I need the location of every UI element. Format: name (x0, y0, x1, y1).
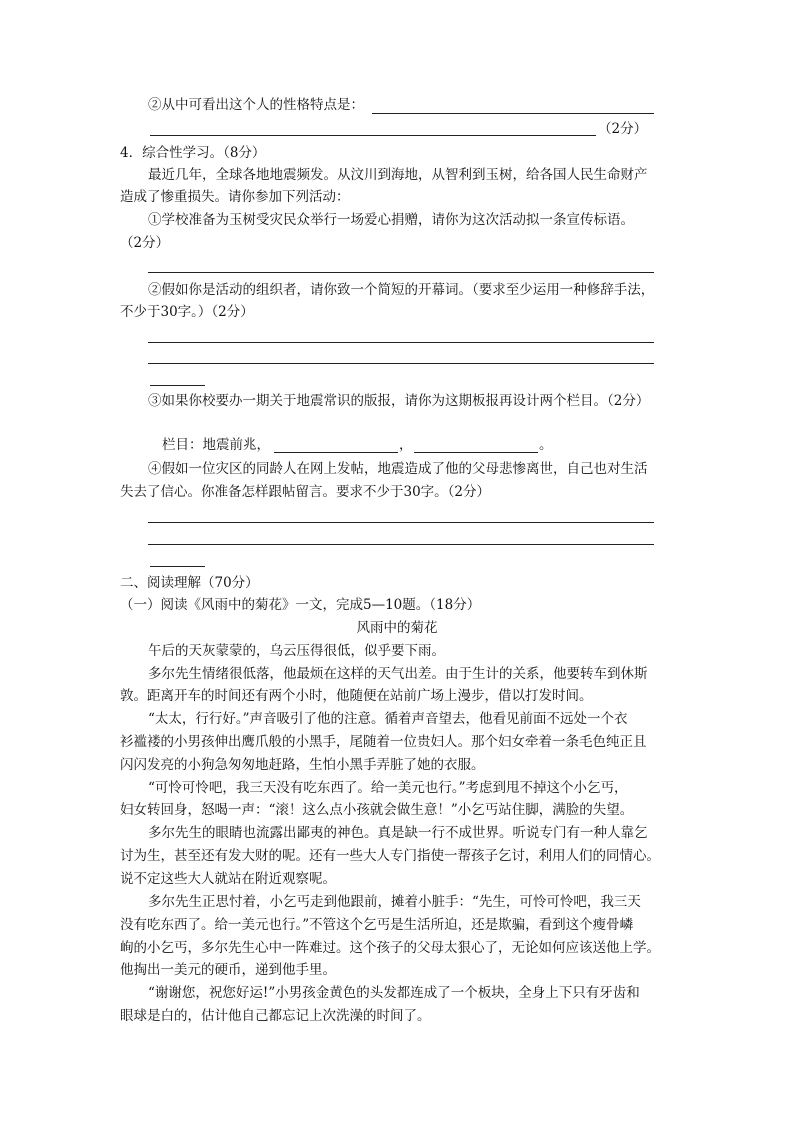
article-paragraph-line: 午后的天灰蒙蒙的，乌云压得很低，似乎要下雨。 (148, 643, 445, 659)
article-paragraph-line: 没有吃东西了。给一美元也行。”不管这个乞丐是生活所迫，还是欺骗，看到这个瘦骨嶙 (120, 917, 634, 933)
q4-item2-line-2: 不少于30字。）（2分） (120, 304, 254, 320)
article-paragraph-line: 闪闪发亮的小狗急匆匆地赶路，生怕小黑手弄脏了她的衣服。 (120, 757, 485, 773)
article-paragraph-line: “谢谢您，祝您好运!”小男孩金黄色的头发都连成了一个板块，全身上下只有牙齿和 (148, 985, 640, 1001)
q4-item4-line-2: 失去了信心。你准备怎样跟帖留言。要求不少于30字。（2分） (120, 484, 491, 500)
article-paragraph-line: 峋的小乞丐，多尔先生心中一阵难过。这个孩子的父母太狠心了，无论如何应该送他上学。 (120, 940, 660, 956)
article-paragraph-line: 敦。距离开车的时间还有两个小时，他随便在站前广场上漫步，借以打发时间。 (120, 688, 593, 704)
q4-item3-column-blank-1[interactable] (274, 452, 398, 453)
q4-item4-line-1: ④假如一位灾区的同龄人在网上发帖，地震造成了他的父母悲惨离世，自己也对生活 (148, 461, 648, 477)
q3-item2-answer-line-1[interactable] (372, 113, 654, 114)
q4-item3-columns-comma: ， (399, 437, 413, 453)
q4-item3-column-blank-2[interactable] (414, 452, 538, 453)
q4-item4-answer-line-2[interactable] (148, 544, 654, 545)
q4-intro-line-1: 最近几年，全球各地地震频发。从汶川到海地，从智利到玉树，给各国人民生命财产 (148, 167, 648, 183)
section2-heading: 二、阅读理解（70分） (120, 575, 259, 591)
article-paragraph-line: 讨为生，甚至还有发大财的呢。还有一些大人专门指使一帮孩子乞讨，利用人们的同情心。 (120, 848, 660, 864)
q4-item2-answer-line-1[interactable] (148, 342, 654, 343)
article-title: 风雨中的菊花 (356, 620, 438, 636)
q4-item2-line-1: ②假如你是活动的组织者，请你致一个简短的开幕词。（要求至少运用一种修辞手法， (148, 282, 655, 298)
article-paragraph-line: 眼球是白的，估计他自己都忘记上次洗澡的时间了。 (120, 1008, 431, 1024)
q4-item2-answer-line-3[interactable] (150, 385, 205, 386)
q4-item4-answer-line-1[interactable] (148, 522, 654, 523)
q4-item2-answer-line-2[interactable] (148, 363, 654, 364)
q4-item3-line-1: ③如果你校要办一期关于地震常识的版报，请你为这期板报再设计两个栏目。（2分） (148, 393, 650, 409)
q4-item3-columns-prefix: 栏目：地震前兆， (162, 437, 270, 453)
q4-item3-columns-end: 。 (539, 437, 553, 453)
q4-intro-line-2: 造成了惨重损失。请你参加下列活动： (120, 189, 350, 205)
article-paragraph-line: “太太，行行好。”声音吸引了他的注意。循着声音望去，他看见前面不远处一个衣 (148, 711, 628, 727)
q4-item1-line-2: （2分） (120, 235, 170, 251)
q4-item1-answer-line[interactable] (148, 272, 654, 273)
article-paragraph-line: 多尔先生的眼睛也流露出鄙夷的神色。真是缺一行不成世界。听说专门有一种人靠乞 (148, 825, 648, 841)
article-paragraph-line: 衫褴褛的小男孩伸出鹰爪般的小黑手，尾随着一位贵妇人。那个妇女牵着一条毛色纯正且 (120, 734, 647, 750)
q3-item2-label: ②从中可看出这个人的性格特点是： (148, 97, 364, 113)
q3-item2-score: （2分） (598, 121, 648, 137)
article-paragraph-line: 多尔先生正思忖着，小乞丐走到他跟前，摊着小脏手：“先生，可怜可怜吧，我三天 (148, 894, 641, 910)
section2-sub-heading: （一）阅读《风雨中的菊花》一文，完成5—10题。（18分） (120, 597, 481, 613)
q4-heading: 4．综合性学习。（8分） (120, 145, 266, 161)
article-paragraph-line: 妇女转回身，怒喝一声：“滚！这么点小孩就会做生意！”小乞丐站住脚，满脸的失望。 (120, 802, 634, 818)
article-paragraph-line: 他掏出一美元的硬币，递到他手里。 (120, 962, 336, 978)
article-paragraph-line: “可怜可怜吧，我三天没有吃东西了。给一美元也行。”考虑到甩不掉这个小乞丐， (148, 780, 628, 796)
article-paragraph-line: 多尔先生情绪很低落，他最烦在这样的天气出差。由于生计的关系，他要转车到休斯 (148, 666, 648, 682)
q4-item4-answer-line-3[interactable] (150, 566, 205, 567)
q3-item2-answer-line-2[interactable] (150, 135, 596, 136)
q4-item1-line-1: ①学校准备为玉树受灾民众举行一场爱心捐赠，请你为这次活动拟一条宣传标语。 (148, 212, 634, 228)
article-paragraph-line: 说不定这些大人就站在附近观察呢。 (120, 871, 336, 887)
